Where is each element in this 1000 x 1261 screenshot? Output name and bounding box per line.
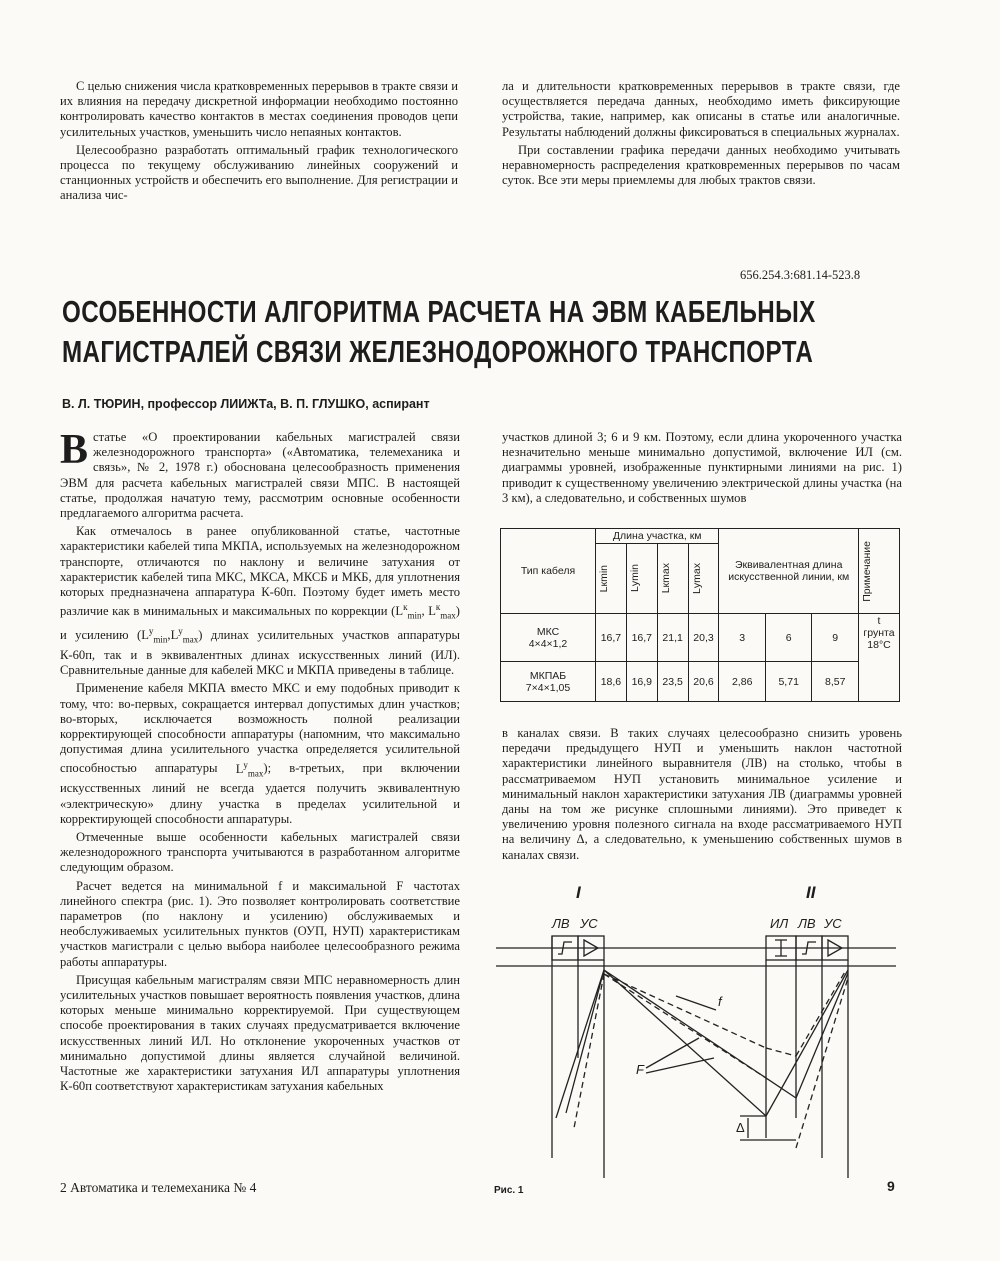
level-line-F xyxy=(604,970,766,1116)
table-cell: t грунта 18°С xyxy=(859,614,900,702)
table-cell: 20,3 xyxy=(688,614,719,662)
right-column-middle xyxy=(502,726,902,866)
paragraph: Присущая кабельным магистралям связи МПС неравномерность длин усилительных участков повышает вероятность появления участков, длина которых меньше минимально корректируемой. При существующем способе проектирования в таких случаях предусматривается включение искусственных линий ИЛ. Но отклонение укороченных участков от минимально допустимой длины является случайной величиной. Частотные же характеристики затухания ИЛ аппаратуры уплотнения К-60п соответствуют характеристикам затухания кабельных xyxy=(60,972,460,1094)
paragraph xyxy=(60,524,460,678)
table-header: Эквивалентная длина искусственной линии, км xyxy=(719,529,859,614)
page-number: 9 xyxy=(887,1178,895,1194)
table-cell: МКС 4×4×1,2 xyxy=(501,614,596,662)
drop-cap: В xyxy=(60,427,89,473)
journal-footer: 2 Автоматика и телемеханика № 4 xyxy=(60,1180,257,1195)
level-diagram xyxy=(496,878,896,1188)
paragraph-text: и усилению xyxy=(60,628,129,643)
table-subheader: Lуmin xyxy=(626,544,657,614)
label-delta: Δ xyxy=(736,1120,745,1135)
table-cell: 6 xyxy=(765,614,812,662)
title-line: МАГИСТРАЛЕЙ СВЯЗИ ЖЕЛЕЗНОДОРОЖНОГО ТРАНСПОРТА xyxy=(62,334,814,369)
paragraph xyxy=(60,427,460,521)
paragraph xyxy=(60,681,460,827)
article-title xyxy=(62,292,816,372)
table-header: Примечание xyxy=(859,529,900,614)
label-II: II xyxy=(806,883,816,902)
right-column-top xyxy=(502,430,902,509)
table-cell: 5,71 xyxy=(765,662,812,702)
authors: В. Л. ТЮРИН, профессор ЛИИЖТа, В. П. ГЛУШКО, аспирант xyxy=(62,397,430,411)
paragraph: в каналах связи. В таких случаях целесообразно снизить уровень передачи предыдущего НУП и уменьшить наклон частотной характеристики линейного выравнителя (ЛВ) на столько, чтобы в рассматриваемом НУП установить минимальное усиление и минимальный наклон характеристики затухания ЛВ (диаграммы уровней даны на том же рисунке сплошными линиями). Это приведет к увеличению уровня полезного сигнала на входе рассматриваемого НУП на величину Δ, а следовательно, к уменьшению собственных шумов в каналах связи. xyxy=(502,726,902,862)
table-subheader: Lкmax xyxy=(657,544,688,614)
label-us: УС xyxy=(824,916,842,931)
table-cell: МКПАБ 7×4×1,05 xyxy=(501,662,596,702)
table-cell: 16,7 xyxy=(626,614,657,662)
paragraph-text: Применение кабеля МКПА вместо МКС и ему подобных приводит к тому, что: во-первых, сокращается интервал допустимых длин участков; во-вторых, исключается возможность полной реализации корректирующей способности аппаратуры (напомним, что максимально допустимая длина усилительного участка определяется усилительной способностью аппаратуры xyxy=(60,681,460,776)
title-line: ОСОБЕННОСТИ АЛГОРИТМА РАСЧЕТА НА ЭВМ КАБЕЛЬНЫХ xyxy=(62,294,816,329)
paragraph-text: статье «О проектировании кабельных магистралей связи железнодорожного транспорта» («Автоматика, телемеханика и связь», № 2, 1978 г.) обоснована целесообразность применения ЭВМ для расчета кабельных магистралей связи МПС. В настоящей статье, продолжая начатую тему, рассмотрим основные особенности предлагаемого алгоритма расчета. xyxy=(60,430,460,521)
formula-gain: $(L^у_{min},L^у_{max})$ xyxy=(137,626,203,645)
table-subheader: Lуmax xyxy=(688,544,719,614)
paragraph: ла и длительности кратковременных перерывов в тракте связи, где осуществляется передача данных, необходимо иметь фиксирующие устройства, такие, например, как описаны в статье или аналогичные. Результаты наблюдений должны фиксироваться в специальных журналах. xyxy=(502,79,900,139)
label-il: ИЛ xyxy=(770,916,789,931)
intro-left-column xyxy=(60,79,458,207)
label-us: УС xyxy=(580,916,598,931)
paragraph: Расчет ведется на минимальной f и максимальной F частотах линейного спектра (рис. 1). Это позволяет контролировать соответствие параметров (по наклону и усилению) обслуживаемых и необслуживаемых усилительных пунктов (ОУП, НУП) характеристикам участков магистрали с целью выбора наиболее целесообразного режима работы аппаратуры. xyxy=(60,878,460,969)
leader-f xyxy=(676,996,716,1010)
udc-code: 656.254.3:681.14-523.8 xyxy=(740,268,861,282)
table-header: Тип кабеля xyxy=(501,529,596,614)
table-cell: 23,5 xyxy=(657,662,688,702)
label-F: F xyxy=(636,1062,644,1077)
table-cell: 8,57 xyxy=(812,662,859,702)
table-cell: 3 xyxy=(719,614,766,662)
table-row xyxy=(501,662,900,702)
left-column xyxy=(60,427,461,1097)
intro-right-column xyxy=(502,79,900,191)
label-I: I xyxy=(576,883,581,902)
figure-caption: Рис. 1 xyxy=(494,1185,524,1196)
paragraph-text: Как отмечалось в ранее опубликованной статье, частотные характеристики кабелей типа МКПА, используемых на железнодорожном транспорте, отличаются по наклону и величине затухания от характеристик кабелей типа МКС, МКСА, МКСБ и МКБ, для уплотнения которых предназначена аппаратура К-60п. Поэтому будет иметь место различие как в минимальных и максимальных по коррекции xyxy=(60,524,460,619)
label-lv: ЛВ xyxy=(552,916,570,931)
table-subheader: Lкmin xyxy=(596,544,627,614)
level-line-f xyxy=(604,970,796,1098)
level-line xyxy=(566,970,604,1113)
comparison-table xyxy=(500,528,900,702)
paragraph-text: длинах усилительных участков аппаратуры К-60п, так и в эквивалентных длинах искусственных линий (ИЛ). Сравнительные данные для кабелей МКС и МКПА приведены в таблице. xyxy=(60,628,461,678)
table-cell: 9 xyxy=(812,614,859,662)
table-cell: 16,7 xyxy=(596,614,627,662)
label-lv: ЛВ xyxy=(798,916,816,931)
level-line xyxy=(766,970,848,1116)
formula-correction: ($L^к_{min}$, $L^к_{max}$) xyxy=(391,602,460,621)
formula-lmax: $L^у_{max}$ xyxy=(235,759,264,779)
table-cell: 21,1 xyxy=(657,614,688,662)
table-cell: 16,9 xyxy=(626,662,657,702)
table-cell: 20,6 xyxy=(688,662,719,702)
table-header: Длина участка, км xyxy=(596,529,719,544)
table-row xyxy=(501,614,900,662)
paragraph: С целью снижения числа кратковременных перерывов в тракте связи и их влияния на передачу дискретной информации необходимо постоянно контролировать качество контактов в местах соединения проводов цепи усилительных участков, уменьшить число непаяных контактов. xyxy=(60,79,458,139)
table-cell: 18,6 xyxy=(596,662,627,702)
label-f: f xyxy=(718,994,722,1009)
paragraph-text: ); в-третьих, при включении искусственных линий не всегда удается получить эквивалентную «электрическую» длину участка в пределах усилительной и корректирующей способности аппаратуры. xyxy=(60,761,460,826)
paragraph: При составлении графика передачи данных необходимо учитывать неравномерность распределения кратковременных перерывов по часам суток. Все эти меры приемлемы для любых трактов связи. xyxy=(502,142,900,188)
table-cell: 2,86 xyxy=(719,662,766,702)
paragraph: участков длиной 3; 6 и 9 км. Поэтому, если длина укороченного участка незначительно меньше минимально допустимой, включение ИЛ (см. диаграммы уровней, изображенные пунктирными линиями на рис. 1) приводит к существенному увеличению электрической длины участка (на 3 км), а следовательно, и собственных шумов xyxy=(502,430,902,505)
paragraph: Целесообразно разработать оптимальный график технологического процесса по текущему обслуживанию линейных сооружений и станционных устройств и обеспечить его выполнение. Для регистрации и анализа чис- xyxy=(60,142,458,203)
paragraph: Отмеченные выше особенности кабельных магистралей связи железнодорожного транспорта учитываются в разработанном алгоритме следующим образом. xyxy=(60,829,460,875)
